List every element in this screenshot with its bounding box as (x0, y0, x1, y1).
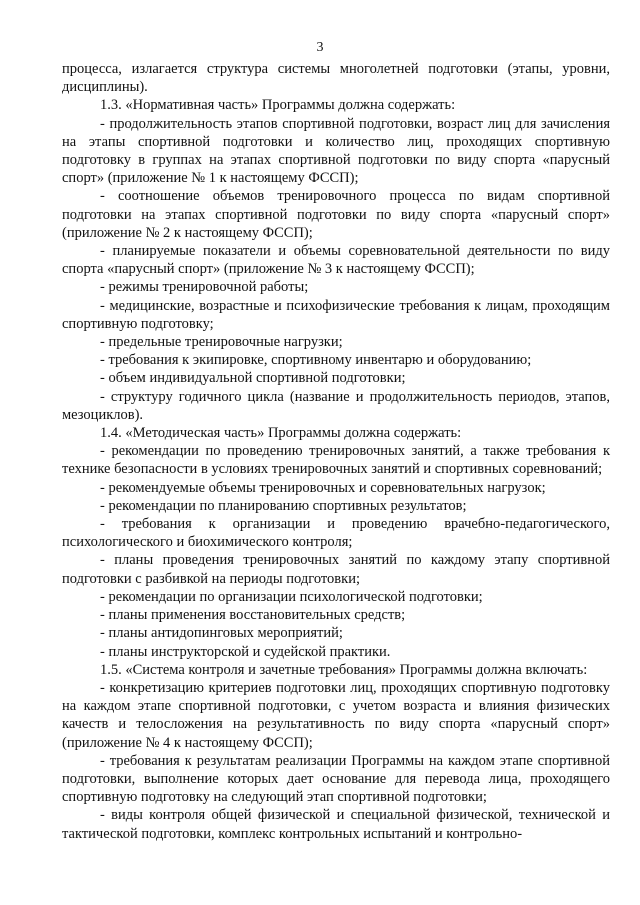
section-heading-1-3: 1.3. «Нормативная часть» Программы должна содержать: (100, 97, 456, 114)
list-item: - планы применения восстановительных средств; (100, 607, 406, 624)
list-item: - планируемые показатели и объемы соревновательной деятельности по виду спорта «парусный спорт» (приложение № 3 к настоящему ФССП); (62, 243, 610, 278)
list-item: - медицинские, возрастные и психофизические требования к лицам, проходящим спортивную подготовку; (62, 297, 610, 332)
list-item: - конкретизацию критериев подготовки лиц, проходящих спортивную подготовку на каждом этапе спортивной подготовки, с учетом возраста и влияния физических качеств и телосложения на результативность по виду спорта «парусный спорт» (приложение № 4 к настоящему ФССП); (62, 679, 610, 751)
page-number: 3 (316, 40, 324, 55)
list-item: - режимы тренировочной работы; (100, 279, 309, 296)
list-item: - рекомендуемые объемы тренировочных и соревновательных нагрузок; (100, 479, 546, 496)
list-item: - требования к результатам реализации Программы на каждом этапе спортивной подготовки, выполнение которых дает основание для перевода лица, проходящего спортивную подготовку на следующий этап спортивной подготовки; (62, 752, 610, 806)
list-item: - соотношение объемов тренировочного процесса по видам спортивной подготовки на этапах спортивной подготовки по виду спорта «парусный спорт» (приложение № 2 к настоящему ФССП); (62, 188, 610, 241)
section-heading-1-5: 1.5. «Система контроля и зачетные требования» Программы должна включать: (100, 661, 588, 678)
list-item: - предельные тренировочные нагрузки; (100, 334, 343, 351)
list-item: - требования к организации и проведению врачебно-педагогического, психологического и биохимического контроля; (62, 516, 610, 551)
list-item: - структуру годичного цикла (название и продолжительность периодов, этапов, мезоциклов). (62, 388, 610, 423)
list-item: - рекомендации по планированию спортивных результатов; (100, 497, 467, 514)
list-item: - планы проведения тренировочных занятий по каждому этапу спортивной подготовки с разбивкой на периоды подготовки; (62, 552, 610, 587)
list-item: - объем индивидуальной спортивной подготовки; (100, 370, 406, 387)
document-body (62, 60, 610, 843)
section-heading-1-4: 1.4. «Методическая часть» Программы должна содержать: (100, 425, 462, 442)
list-item: - виды контроля общей физической и специальной физической, технической и тактической подготовки, комплекс контрольных испытаний и контрольно- (62, 807, 610, 842)
list-item: - требования к экипировке, спортивному инвентарю и оборудованию; (100, 352, 532, 369)
list-item: - продолжительность этапов спортивной подготовки, возраст лиц для зачисления на этапы спортивной подготовки и количество лиц, проходящих спортивную подготовку в группах на этапах спортивной подготовки по виду спорта «парусный спорт» (приложение № 1 к настоящему ФССП); (62, 115, 610, 187)
list-item: - планы инструкторской и судейской практики. (100, 643, 391, 660)
list-item: - планы антидопинговых мероприятий; (100, 625, 343, 642)
paragraph-continuation: процесса, излагается структура системы многолетней подготовки (этапы, уровни, дисциплины). (62, 61, 610, 96)
list-item: - рекомендации по проведению тренировочных занятий, а также требования к технике безопасности в условиях тренировочных занятий и спортивных соревнований; (62, 443, 610, 478)
list-item: - рекомендации по организации психологической подготовки; (100, 588, 483, 605)
